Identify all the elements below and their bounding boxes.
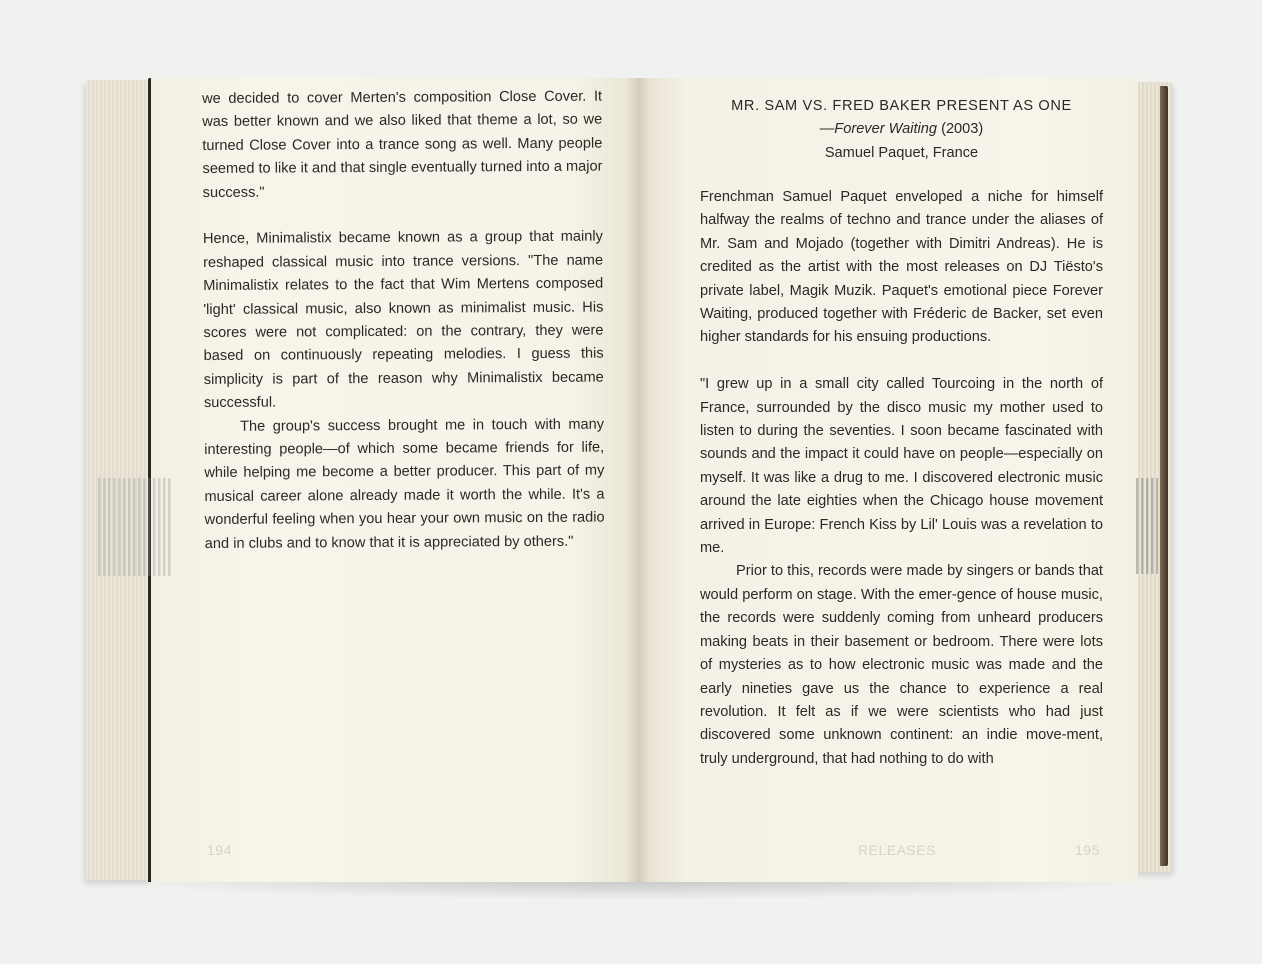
right-paragraph-1: Frenchman Samuel Paquet enveloped a niche for himself halfway the realms of techno and trance under the aliases of Mr. Sam and Mojado (together with Dimitri Andreas). He is credited as the artist with the most releases on DJ Tiësto's private label, Magik Muzik. Paquet's emotional piece Forever Waiting, produced together with Fréderic de Backer, set even higher standards for his ensuing productions. — [700, 189, 1103, 346]
release-track: Forever Waiting — [834, 121, 938, 138]
right-edge-dark-band — [1160, 86, 1168, 866]
right-page-number: 195 — [1075, 842, 1100, 858]
release-year: (2003) — [937, 121, 984, 138]
left-page-body — [202, 86, 605, 557]
left-edge-thumb-marks — [98, 478, 172, 576]
right-paragraph-3: Prior to this, records were made by singers or bands that would perform on stage. With the emer-gence of house music, the records were suddenly coming from unheard producers making beats in their basement or bedroom. There were lots of mysteries as to how electronic music was made and the early nineties gave us the chance to experience a real revolution. It felt as if we were scientists who had just discovered some unknown continent: an indie move-ment, truly underground, that had nothing to do with — [700, 563, 1103, 767]
right-page-body — [700, 186, 1103, 771]
release-dash: — — [819, 121, 835, 138]
release-byline: Samuel Paquet, France — [824, 144, 979, 161]
left-page-number: 194 — [207, 842, 232, 858]
right-edge-thumb-marks — [1136, 478, 1158, 574]
running-head: RELEASES — [858, 842, 936, 858]
left-paragraph-1: we decided to cover Merten's composition Close Cover. It was better known and we also liked that theme a lot, so we turned Close Cover into a trance song as well. Many people seemed to like it and that single eventually turned into a major success." — [202, 88, 603, 201]
release-title-line — [700, 118, 1103, 141]
left-paragraph-3: The group's success brought me in touch with many interesting people—of which some became friends for life, while helping me become a better producer. This part of my musical career alone already made it worth the while. It's a wonderful feeling when you hear your own music on the radio and in clubs and to know that it is appreciated by others." — [204, 416, 605, 552]
left-paragraph-2: Hence, Minimalistix became known as a group that mainly reshaped classical music into trance versions. "The name Minimalistix relates to the fact that Wim Mertens composed 'light' classical music, also known as minimalist music. His scores were not complicated: on the contrary, they were based on continuously repeating melodies. I guess this simplicity is part of the reason why Minimalistix became successful. — [202, 228, 604, 412]
right-paragraph-2: "I grew up in a small city called Tourcoing in the north of France, surrounded by the disco music my mother used to listen to during the seventies. I soon became fascinated with sounds and the impact it could have on people—especially on myself. It was like a drug to me. I discovered electronic music around the late eighties when the Chicago house movement arrived in Europe: French Kiss by Lil' Louis was a revelation to me. — [700, 376, 1103, 557]
release-artist: MR. SAM VS. FRED BAKER PRESENT AS ONE — [731, 98, 1072, 114]
book-gutter — [626, 78, 650, 882]
release-heading — [700, 95, 1103, 165]
